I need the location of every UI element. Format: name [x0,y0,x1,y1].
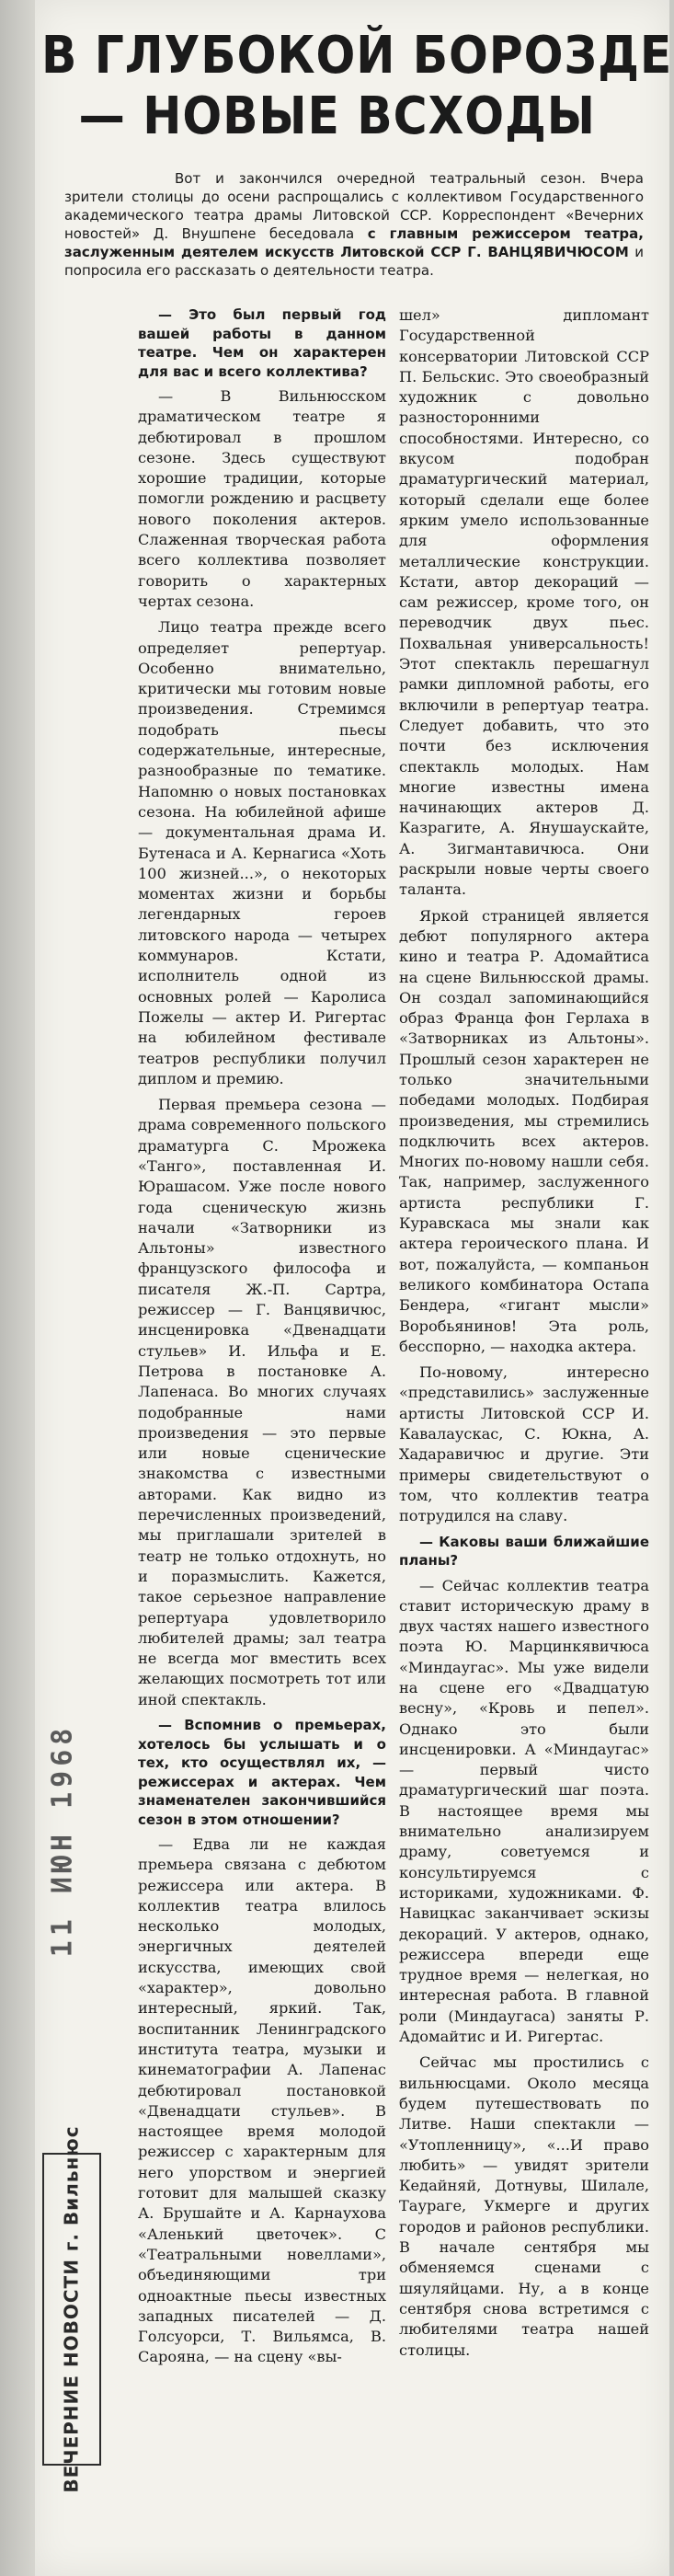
article-paragraph: По-новому, интересно «представились» заслуженные артисты Литовской ССР И. Кавалаускас, С. Юкна, А. Хадаравичюс и другие. Эти примеры свидетельствуют о том, что коллектив театра потрудился на славу. [399,1363,649,1525]
article-paragraph: — Едва ли не каждая премьера связана с дебютом режиссера или актера. В коллектив театра влилось несколько молодых, энергичных деятелей искусства, имеющих свой «характер», довольно интересный, яркий. Так, воспитанник Ленинградского института театра, музыки и кинематографии А. Лапенас дебютировал постановкой «Двенадцати стульев». В настоящее время молодой режиссер с характерным для него упорством и энергией готовит для малышей сказку А. Брушайте и А. Карнаухова «Аленький цветочек». С «Театральными новеллами», объединяющими три одноактные пьесы известных западных писателей — Д. Голсуорси, Т. Вильямса, В. Сарояна, — на сцену «вы- [138,1835,386,2366]
article-column-1 [138,305,386,2368]
scan-margin [0,0,35,2576]
lead-text-bold: с главным режиссером театра, заслуженным деятелем искусств Литовской ССР Г. ВАНЦЯВИЧЮСОМ [64,225,644,260]
interview-question: — Это был первый год вашей работы в данном театре. Чем он характерен для вас и всего коллектива? [138,306,386,380]
headline-line-2: — НОВЫЕ ВСХОДЫ [78,86,596,146]
date-stamp [44,1647,81,2033]
article-paragraph: Яркой страницей является дебют популярного актера кино и театра Р. Адомайтиса на сцене Вильнюсской драмы. Он создал запоминающийся образ Франца фон Герлаха в «Затворниках из Альтоны». Прошлый сезон характерен не только значительными победами молодых. Подбирая произведения, мы стремились подключить всех актеров. Многих по-новому нашли себя. Так, например, заслуженного артиста республики Г. Куравскаса мы знали как актера героического плана. И вот, пожалуйста, — компаньон великого комбинатора Остапа Бендера, «гигант мысли» Воробьянинов! Эта роль, бесспорно, — находка актера. [399,906,649,1355]
date-stamp-text: 11 ИЮН 1968 [46,1723,79,1957]
article-paragraph: — В Вильнюсском драматическом театре я дебютировал в прошлом сезоне. Здесь существуют хорошие традиции, которые помогли рождению и расцвету нового поколения актеров. Слаженная творческая работа всего коллектива позволяет говорить о характерных чертах сезона. [138,387,386,610]
article-column-2 [399,305,649,2361]
article-paragraph: — Сейчас коллектив театра ставит историческую драму в двух частях нашего известного поэта Ю. Марцинкявичюса «Миндаугас». Мы уже видели на сцене его «Двадцатую весну», «Кровь и пепел». Однако это были инсценировки. А «Миндаугас» — первый чисто драматургический шаг поэта. В настоящее время мы внимательно анализируем драму, советуемся и консультируемся с историками, художниками. Ф. Навицкас заканчивает эскизы декораций. У актеров, однако, режиссера впереди еще трудное время — нелегкая, но интересная работа. В главной роли (Миндаугаса) заняты Р. Адомайтис и И. Ригертас. [399,1576,649,2046]
article-paragraph: Первая премьера сезона — драма современного польского драматурга С. Мрожека «Танго», поставленная И. Юрашасом. Уже после нового года сценическую жизнь начали «Затворники из Альтоны» известного французского философа и писателя Ж.-П. Сартра, режиссер — Г. Ванцявичюс, инсценировка «Двенадцати стульев» И. Ильфа и Е. Петрова в постановке А. Лапенаса. Во многих случаях подобранные нами произведения — это первые или новые сценические знакомства с известными авторами. Как видно из перечисленных произведений, мы приглашали зрителей в театр не только отдохнуть, но и поразмыслить. Кажется, такое серьезное направление репертуара удовлетворило любителей драмы; зал театра не всегда мог вместить всех желающих посмотреть тот или иной спектакль. [138,1096,386,1708]
source-label [42,2125,101,2493]
article-lead [64,169,644,280]
lead-text-2: и попросила его рассказать о деятельности театра. [64,244,644,279]
lead-text-1: Вот и закончился очередной театральный сезон. Вчера зрители столицы до осени распрощались с коллективом Государственного академического театра драмы Литовской ССР. Корреспондент «Вечерних новостей» Д. Внушпене беседовала [64,170,644,242]
headline-line-1: В ГЛУБОКОЙ БОРОЗДЕ [41,26,673,86]
article-paragraph: шел» дипломант Государственной консерватории Литовской ССР П. Бельскис. Это своеобразный художник с довольно разносторонними способностями. Интересно, со вкусом подобран драматургический материал, который сделали еще более ярким умело использованные для оформления металлические конструкции. Кстати, автор декораций — сам режиссер, кроме того, он переводчик двух пьес. Похвальная универсальность! Этот спектакль перешагнул рамки дипломной работы, его включили в репертуар театра. Следует добавить, что это почти без исключения спектакль молодых. Нам многие известны имена начинающих актеров Д. Казрагите, А. Янушаускайте, А. Зигмантавичюса. Они раскрыли новые черты своего таланта. [399,306,649,899]
article-headline [41,26,673,147]
interview-question: — Вспомнив о премьерах, хотелось бы услышать и о тех, кто осуществлял их, — режиссерах и актерах. Чем знаменателен закончившийся сезон в этом отношении? [138,1717,386,1828]
article-paragraph: Сейчас мы простились с вильнюсцами. Около месяца будем путешествовать по Литве. Наши спектакли — «Утопленницу», «...И право любить» — увидят зрители Кедайняй, Дотнувы, Шилале, Таураге, Укмерге и других городов и районов республики. В начале сентября мы обменяемся сценами с шяуляйцами. Ну, а в конце сентября снова встретимся с любителями театра нашей столицы. [399,2053,649,2359]
source-label-text: ВЕЧЕРНИЕ НОВОСТИ г. Вильнюс [61,2125,83,2493]
interview-question: — Каковы ваши ближайшие планы? [399,1533,649,1570]
article-paragraph: Лицо театра прежде всего определяет репертуар. Особенно внимательно, критически мы готовим новые произведения. Стремимся подобрать пьесы содержательные, интересные, разнообразные по тематике. Напомню о новых постановках сезона. На юбилейной афише — документальная драма И. Бутенаса и А. Кернагиса «Хоть 100 жизней...», о некоторых моментах жизни и борьбы легендарных героев литовского народа — четырех коммунаров. Кстати, исполнитель одной из основных ролей — Каролиса Пожелы — актер И. Ригертас на юбилейном фестивале театров республики получил диплом и премию. [138,618,386,1087]
